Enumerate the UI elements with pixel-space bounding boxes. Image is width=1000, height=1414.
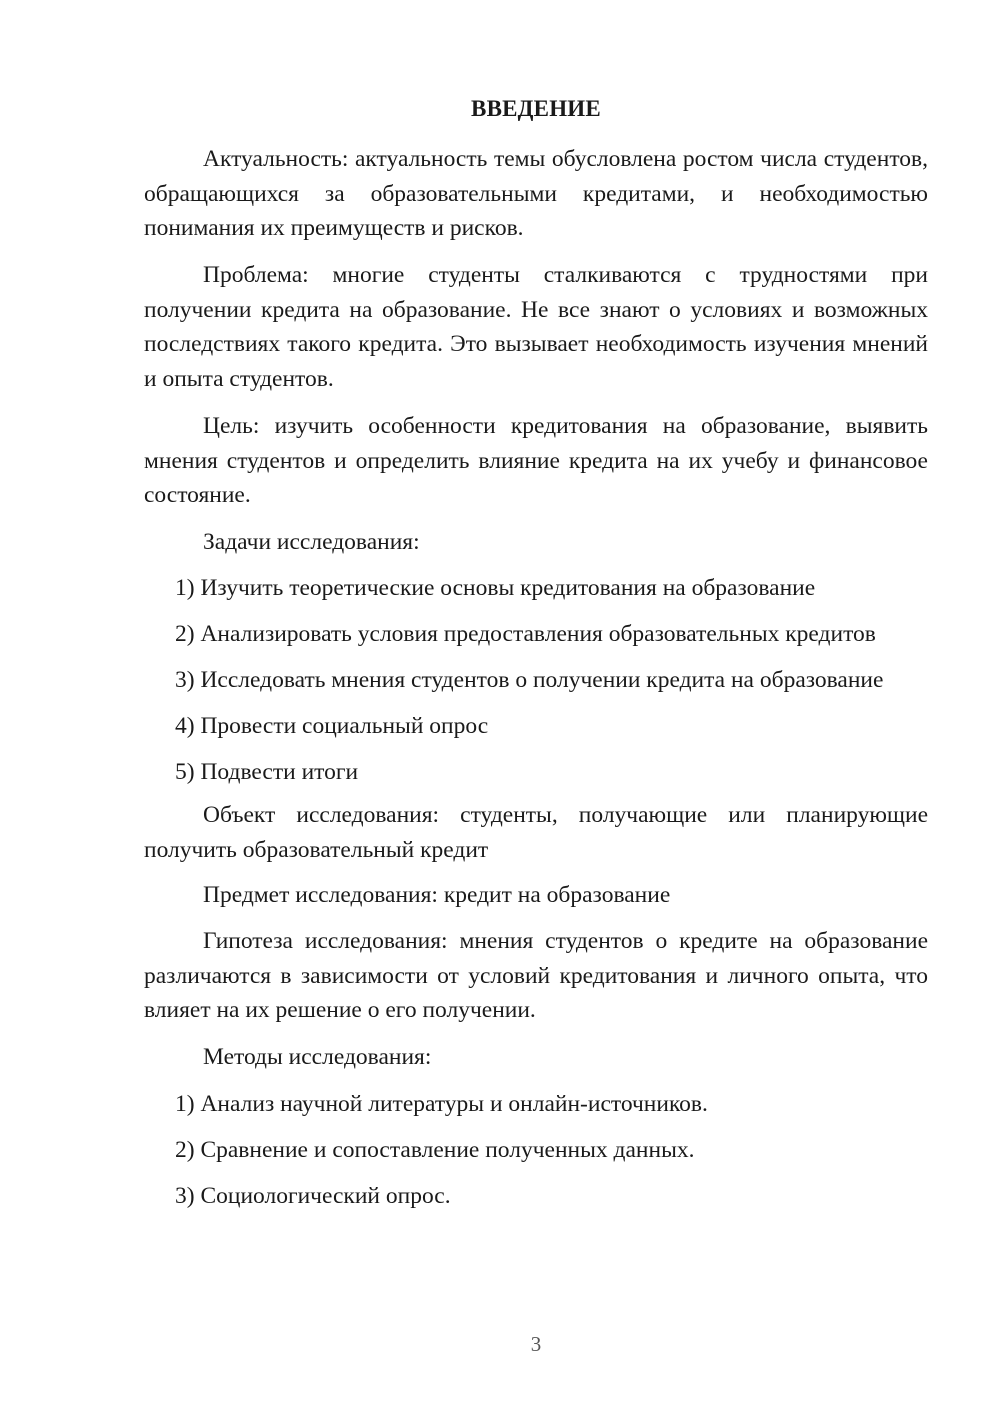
paragraph-subject: Предмет исследования: кредит на образование <box>203 882 671 908</box>
list-item: 5) Подвести итоги <box>175 759 359 785</box>
paragraph-problem: Проблема: многие студенты сталкиваются с трудностями при получении кредита на образование. Не все знают о условиях и возможных последствиях такого кредита. Это вызывает необходимость изучения мнений и опыта студентов. <box>144 262 928 392</box>
tasks-heading: Задачи исследования: <box>203 529 420 555</box>
body-text-block <box>144 924 928 1028</box>
page-number: 3 <box>530 1332 542 1356</box>
body-text-block <box>144 142 928 246</box>
paragraph-relevance: Актуальность: актуальность темы обусловлена ростом числа студентов, обращающихся за образовательными кредитами, и необходимостью понимания их преимуществ и рисков. <box>144 146 928 241</box>
body-text-block <box>144 409 928 513</box>
list-item: 3) Социологический опрос. <box>175 1183 451 1209</box>
paragraph-object: Объект исследования: студенты, получающие или планирующие получить образовательный кредит <box>144 802 928 863</box>
list-item: 4) Провести социальный опрос <box>175 713 489 739</box>
list-item: 1) Изучить теоретические основы кредитования на образование <box>175 575 816 601</box>
tasks-list <box>144 571 928 790</box>
page-title: ВВЕДЕНИЕ <box>471 96 601 121</box>
paragraph-hypothesis: Гипотеза исследования: мнения студентов о кредите на образование различаются в зависимости от условий кредитования и личного опыта, что влияет на их решение о его получении. <box>144 928 928 1023</box>
body-text-block <box>144 878 928 913</box>
list-item: 1) Анализ научной литературы и онлайн-источников. <box>175 1091 708 1117</box>
body-text-block <box>144 798 928 867</box>
body-text-block <box>144 258 928 396</box>
body-text-block <box>144 1040 928 1075</box>
methods-heading: Методы исследования: <box>203 1044 432 1070</box>
list-item: 2) Анализировать условия предоставления образовательных кредитов <box>175 621 876 647</box>
list-item: 2) Сравнение и сопоставление полученных данных. <box>175 1137 695 1163</box>
body-text-block <box>144 525 928 560</box>
paragraph-goal: Цель: изучить особенности кредитования на образование, выявить мнения студентов и определить влияние кредита на их учебу и финансовое состояние. <box>144 413 928 508</box>
methods-list <box>144 1087 928 1214</box>
list-item: 3) Исследовать мнения студентов о получении кредита на образование <box>175 667 884 693</box>
